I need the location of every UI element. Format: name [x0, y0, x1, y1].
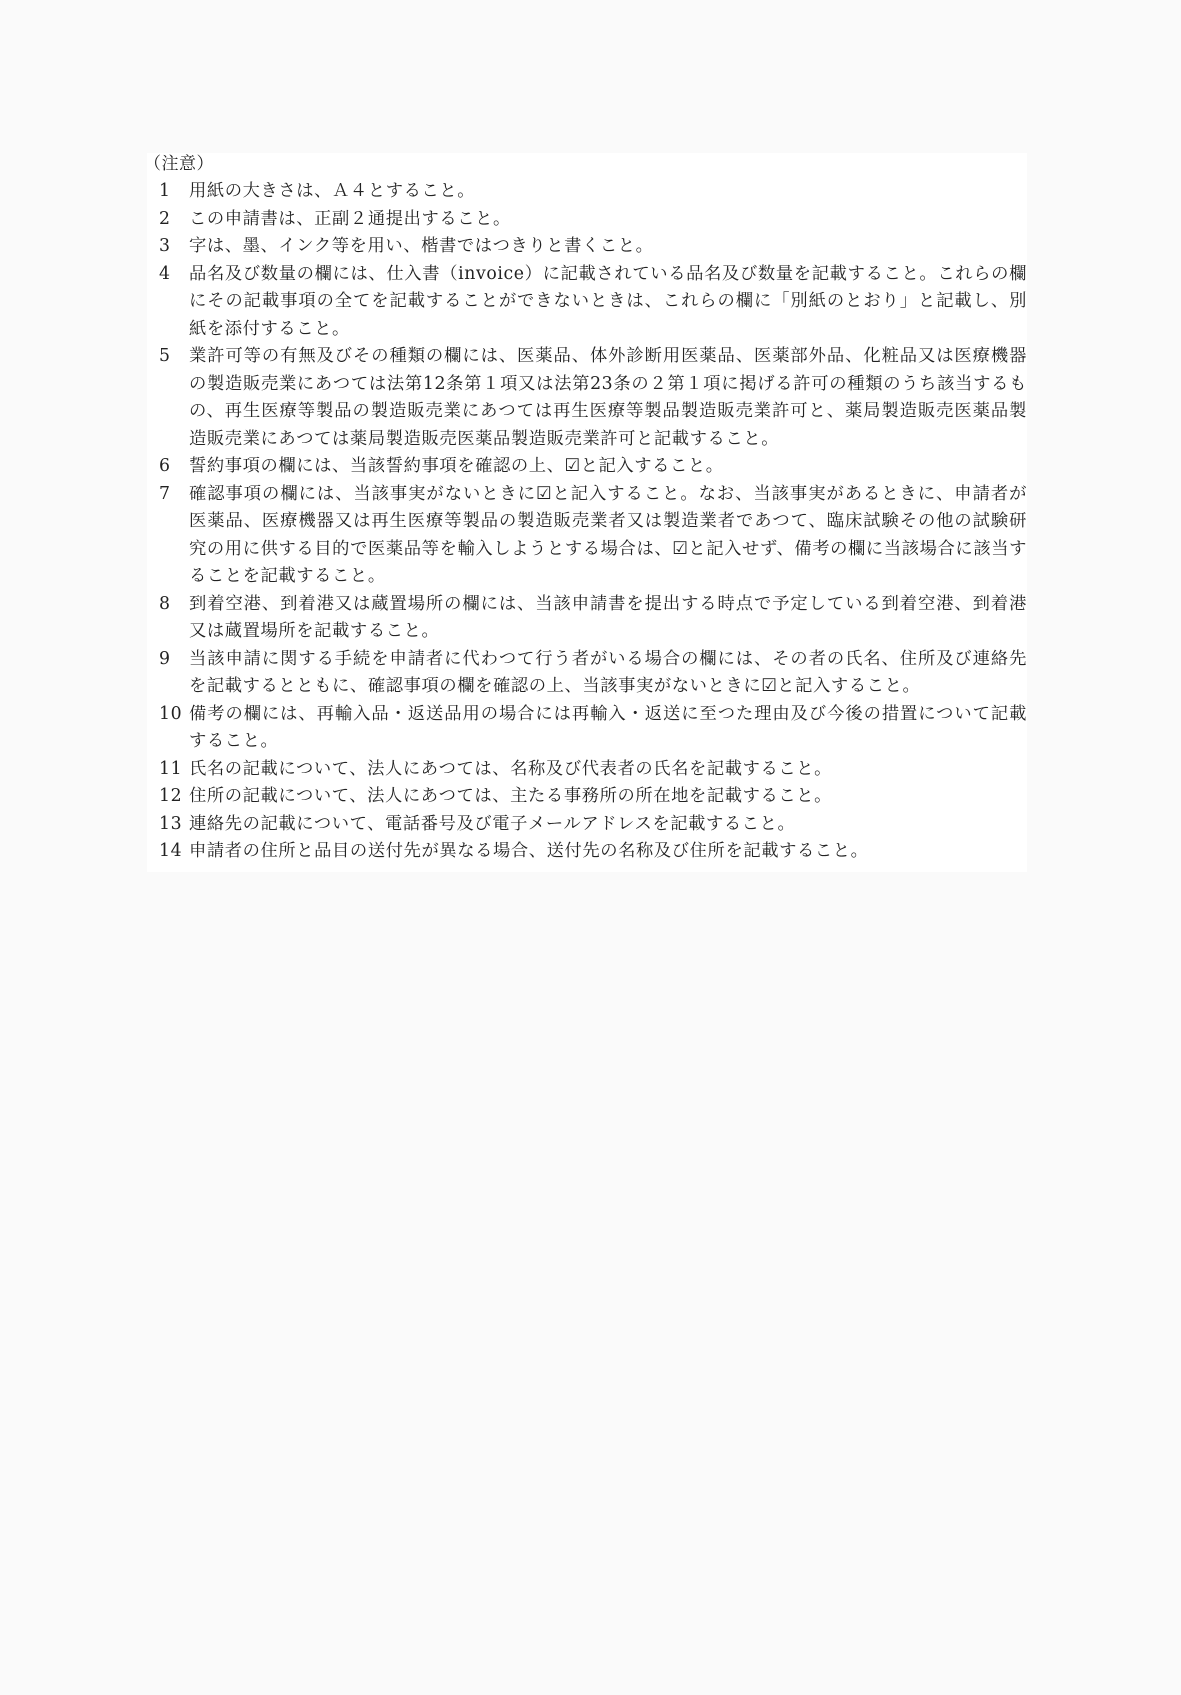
note-number: 10 [159, 703, 183, 724]
note-text: 到着空港、到着港又は蔵置場所の欄には、当該申請書を提出する時点で予定している到着空港、到着港又は蔵置場所を記載すること。 [189, 593, 1027, 641]
note-number: 9 [159, 648, 171, 669]
note-item [147, 756, 1027, 784]
note-item [147, 838, 1027, 866]
note-text: 業許可等の有無及びその種類の欄には、医薬品、体外診断用医薬品、医薬部外品、化粧品又は医療機器の製造販売業にあつては法第12条第１項又は法第23条の２第１項に掲げる許可の種類のうち該当するもの、再生医療等製品の製造販売業にあつては再生医療等製品製造販売業許可と、薬局製造販売医薬品製造販売業にあつては薬局製造販売医薬品製造販売業許可と記載すること。 [189, 346, 1027, 449]
note-text: 連絡先の記載について、電話番号及び電子メールアドレスを記載すること。 [189, 813, 796, 834]
note-item [147, 783, 1027, 811]
note-number: 2 [159, 208, 171, 229]
note-number: 3 [159, 236, 171, 256]
note-item [147, 343, 1027, 453]
note-number: 12 [159, 786, 183, 806]
note-number: 11 [159, 758, 183, 779]
note-item [147, 261, 1027, 344]
note-number: 4 [159, 263, 171, 284]
notes-list [147, 178, 1027, 866]
note-text: 当該申請に関する手続を申請者に代わつて行う者がいる場合の欄には、その者の氏名、住所及び連絡先を記載するとともに、確認事項の欄を確認の上、当該事実がないときに☑と記入すること。 [189, 648, 1027, 696]
note-text: 字は、墨、インク等を用い、楷書ではつきりと書くこと。 [189, 236, 654, 256]
note-text: 申請者の住所と品目の送付先が異なる場合、送付先の名称及び住所を記載すること。 [189, 841, 869, 861]
note-item [147, 701, 1027, 756]
note-text: 誓約事項の欄には、当該誓約事項を確認の上、☑と記入すること。 [189, 456, 724, 476]
note-item [147, 178, 1027, 206]
note-text: 氏名の記載について、法人にあつては、名称及び代表者の氏名を記載すること。 [189, 758, 833, 779]
note-item [147, 233, 1027, 261]
note-text: 品名及び数量の欄には、仕入書（invoice）に記載されている品名及び数量を記載すること。これらの欄にその記載事項の全てを記載することができないときは、これらの欄に「別紙のとおり」と記載し、別紙を添付すること。 [189, 263, 1027, 339]
note-item [147, 811, 1027, 839]
note-item [147, 481, 1027, 591]
notes-heading: （注意） [144, 154, 214, 174]
note-text: この申請書は、正副２通提出すること。 [189, 208, 511, 229]
note-number: 14 [159, 841, 183, 861]
note-text: 用紙の大きさは、Ａ４とすること。 [189, 181, 476, 201]
note-number: 5 [159, 346, 171, 366]
note-text: 住所の記載について、法人にあつては、主たる事務所の所在地を記載すること。 [189, 786, 833, 806]
note-number: 7 [159, 483, 171, 504]
note-item [147, 453, 1027, 481]
note-number: 6 [159, 456, 171, 476]
note-number: 1 [159, 181, 171, 201]
note-text: 備考の欄には、再輸入品・返送品用の場合には再輸入・返送に至つた理由及び今後の措置について記載すること。 [189, 703, 1027, 751]
note-number: 13 [159, 813, 183, 834]
note-number: 8 [159, 593, 171, 614]
note-item [147, 206, 1027, 234]
note-text: 確認事項の欄には、当該事実がないときに☑と記入すること。なお、当該事実があるときに、申請者が医薬品、医療機器又は再生医療等製品の製造販売業者又は製造業者であつて、臨床試験その他の試験研究の用に供する目的で医薬品等を輸入しようとする場合は、☑と記入せず、備考の欄に当該場合に該当することを記載すること。 [189, 483, 1027, 586]
note-item [147, 646, 1027, 701]
note-item [147, 591, 1027, 646]
